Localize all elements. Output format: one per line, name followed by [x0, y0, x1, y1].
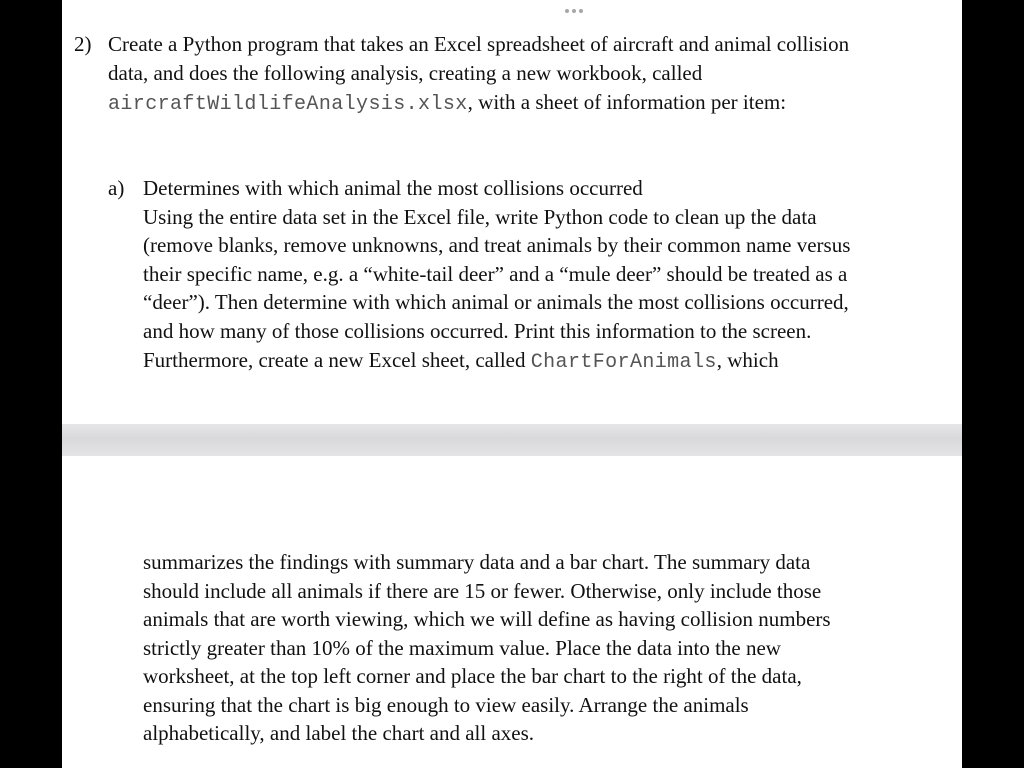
- question-line: data, and does the following analysis, creating a new workbook, called: [108, 61, 703, 85]
- continuation-line: summarizes the findings with summary data and a bar chart. The summary data: [143, 550, 811, 574]
- more-horizontal-icon[interactable]: [562, 4, 586, 18]
- sheet-name: ChartForAnimals: [530, 350, 717, 374]
- question-line: Create a Python program that takes an Excel spreadsheet of aircraft and animal collision: [108, 32, 850, 56]
- continuation-line: worksheet, at the top left corner and place the bar chart to the right of the data,: [143, 664, 802, 688]
- continuation-line: alphabetically, and label the chart and all axes.: [143, 721, 535, 745]
- part-a-text: [143, 174, 953, 377]
- part-a-line: their specific name, e.g. a “white-tail deer” and a “mule deer” should be treated as a: [143, 261, 848, 286]
- part-a-line: and how many of those collisions occurred. Print this information to the screen.: [143, 318, 812, 343]
- question-number: 2): [74, 32, 92, 56]
- dot: [572, 9, 576, 13]
- part-a-label: a): [108, 176, 125, 200]
- part-a-line-start: Furthermore, create a new Excel sheet, called: [143, 347, 531, 372]
- continuation-line: strictly greater than 10% of the maximum value. Place the data into the new: [143, 635, 781, 660]
- page-2: [62, 456, 962, 768]
- question-line-rest: , with a sheet of information per item:: [467, 90, 787, 114]
- part-a-continuation: [143, 548, 953, 748]
- part-a-line: “deer”). Then determine with which animal or animals the most collisions occurred,: [143, 290, 849, 315]
- part-a-line: [143, 346, 953, 378]
- question-line: [108, 88, 948, 119]
- continuation-line: animals that are worth viewing, which we will define as having collision numbers: [143, 607, 831, 631]
- continuation-line: should include all animals if there are 15 or fewer. Otherwise, only include those: [143, 578, 822, 603]
- dot: [565, 9, 569, 13]
- part-a-line: (remove blanks, remove unknowns, and treat animals by their common name versus: [143, 233, 851, 258]
- dot: [579, 9, 583, 13]
- page-separator: [62, 424, 962, 456]
- workbook-filename: aircraftWildlifeAnalysis.xlsx: [108, 93, 468, 116]
- question-text: [108, 30, 948, 119]
- part-a-line: Determines with which animal the most collisions occurred: [143, 176, 643, 200]
- continuation-line: ensuring that the chart is big enough to view easily. Arrange the animals: [143, 692, 749, 717]
- part-a-line: Using the entire data set in the Excel file, write Python code to clean up the data: [143, 204, 817, 229]
- part-a-line-end: , which: [716, 347, 779, 372]
- page-1: [62, 0, 962, 424]
